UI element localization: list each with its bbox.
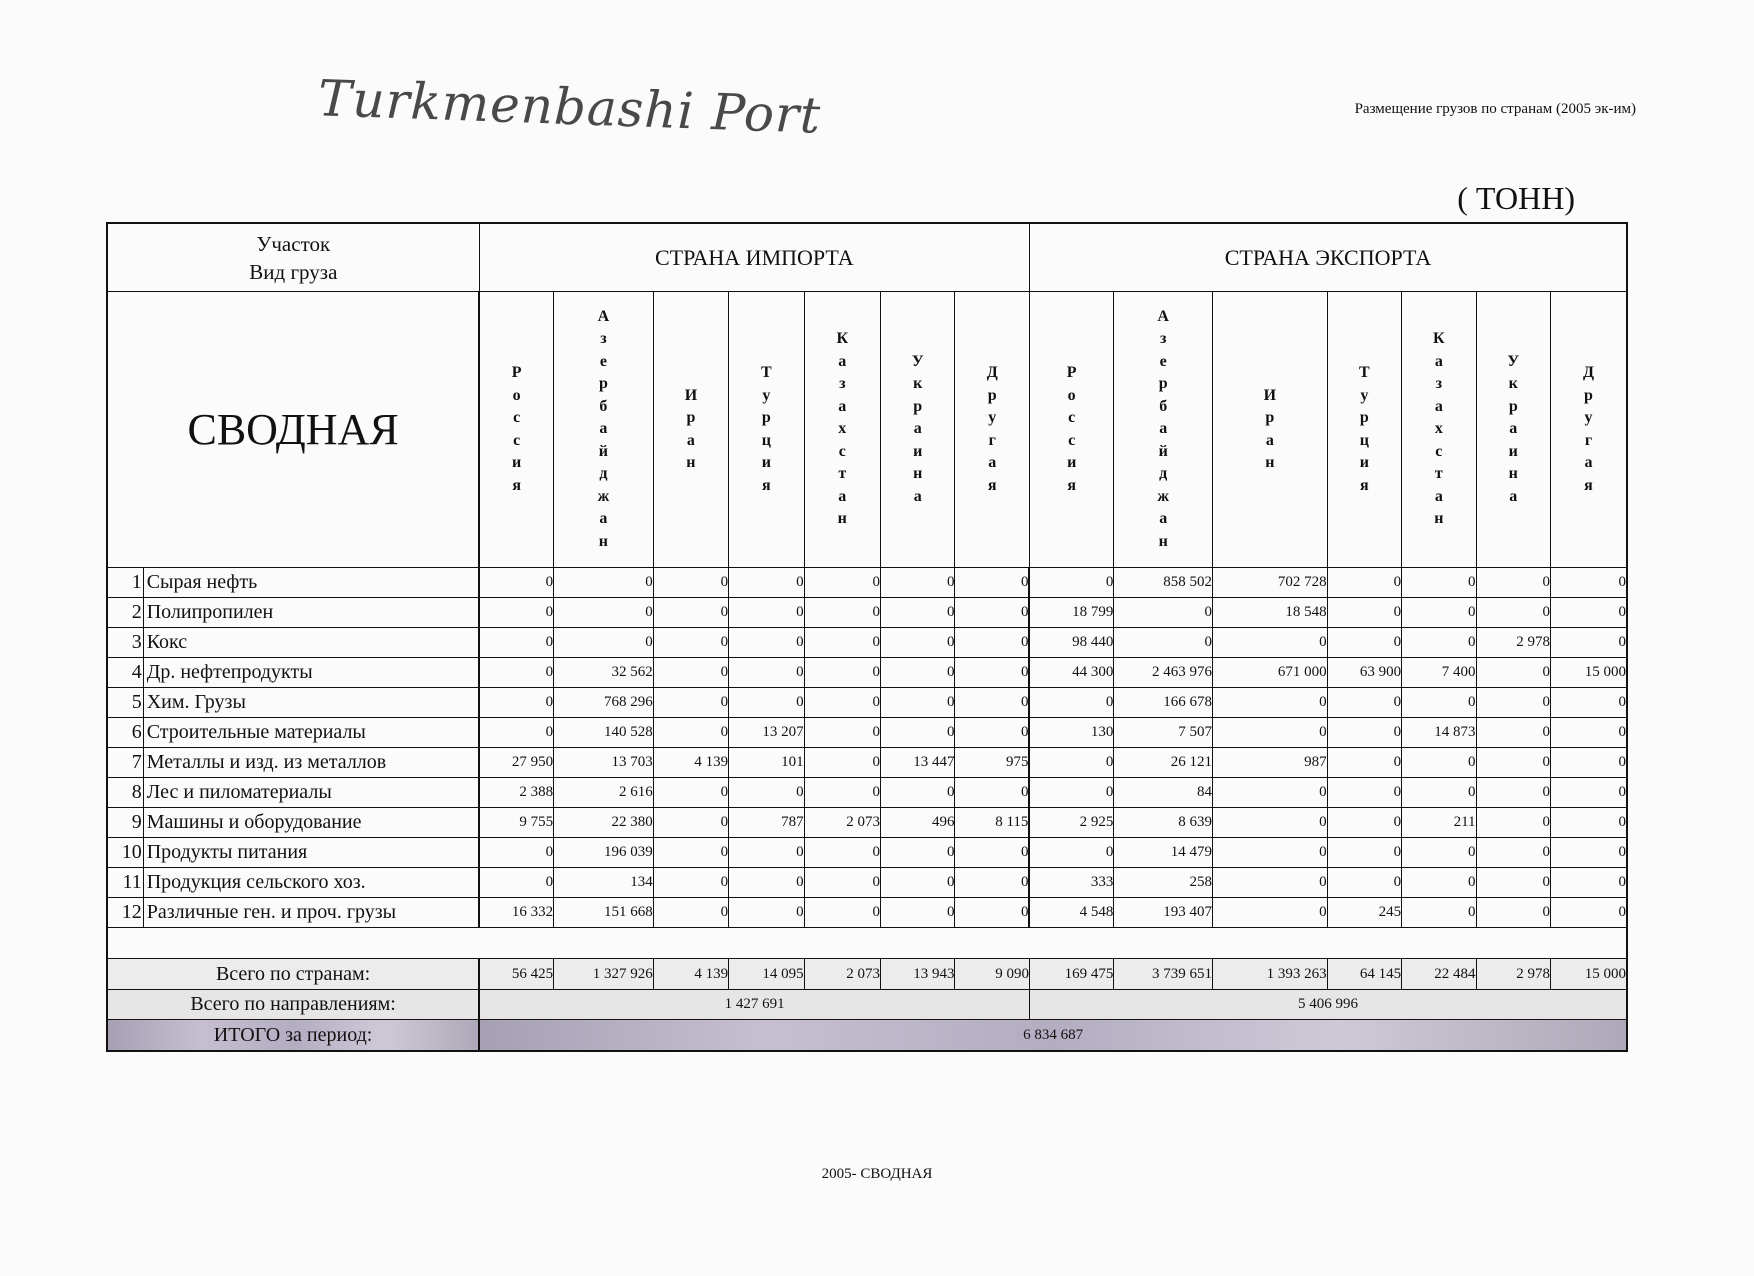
totals-by-direction-label: Всего по направлениям: (107, 990, 479, 1020)
cell-exp-6: 15 000 (1550, 658, 1627, 688)
cell-imp-0: 16 332 (479, 898, 553, 928)
cell-exp-3: 0 (1327, 838, 1401, 868)
cell-exp-5: 0 (1476, 658, 1550, 688)
country-header-imp-0 (479, 292, 553, 568)
cell-imp-1: 22 380 (554, 808, 654, 838)
cell-imp-3: 13 207 (729, 718, 804, 748)
cargo-name: Металлы и изд. из металлов (143, 748, 479, 778)
cell-imp-6: 0 (955, 658, 1029, 688)
grand-total-label: ИТОГО за период: (107, 1020, 479, 1052)
table-row (107, 598, 1627, 628)
cell-exp-5: 0 (1476, 898, 1550, 928)
cell-imp-5: 0 (881, 688, 955, 718)
cell-exp-2: 18 548 (1213, 598, 1328, 628)
cell-imp-2: 0 (653, 598, 728, 628)
table-row (107, 868, 1627, 898)
cell-imp-2: 0 (653, 658, 728, 688)
section-label-line1: Участок (256, 231, 331, 256)
cell-exp-4: 0 (1402, 598, 1476, 628)
total-imp-4: 2 073 (804, 959, 880, 990)
grand-total-value: 6 834 687 (479, 1020, 1627, 1052)
cell-exp-0: 2 925 (1029, 808, 1113, 838)
cell-exp-2: 702 728 (1213, 568, 1328, 598)
cell-exp-2: 0 (1213, 808, 1328, 838)
country-name: Р о с с и я (511, 364, 522, 494)
cell-imp-0: 0 (479, 718, 553, 748)
section-header (107, 223, 479, 292)
cell-imp-1: 13 703 (554, 748, 654, 778)
row-number: 9 (107, 808, 143, 838)
cell-imp-6: 0 (955, 898, 1029, 928)
totals-by-country-label: Всего по странам: (107, 959, 479, 990)
cell-imp-2: 0 (653, 838, 728, 868)
total-exp-5: 2 978 (1476, 959, 1550, 990)
cell-exp-1: 166 678 (1114, 688, 1213, 718)
country-name: И р а н (684, 386, 698, 471)
row-number: 12 (107, 898, 143, 928)
cell-imp-5: 0 (881, 718, 955, 748)
cell-imp-0: 0 (479, 838, 553, 868)
cargo-name: Др. нефтепродукты (143, 658, 479, 688)
cell-imp-4: 0 (804, 898, 880, 928)
total-exp-3: 64 145 (1327, 959, 1401, 990)
cargo-name: Строительные материалы (143, 718, 479, 748)
cell-imp-2: 0 (653, 718, 728, 748)
cell-imp-4: 0 (804, 628, 880, 658)
country-header-exp-5 (1476, 292, 1550, 568)
cell-imp-3: 0 (729, 688, 804, 718)
row-number: 8 (107, 778, 143, 808)
cell-exp-1: 0 (1114, 598, 1213, 628)
cell-exp-0: 4 548 (1029, 898, 1113, 928)
cell-imp-5: 0 (881, 658, 955, 688)
import-header: СТРАНА ИМПОРТА (479, 223, 1029, 292)
row-number: 11 (107, 868, 143, 898)
cell-imp-0: 27 950 (479, 748, 553, 778)
cell-exp-6: 0 (1550, 688, 1627, 718)
cell-exp-4: 0 (1402, 568, 1476, 598)
cell-exp-0: 0 (1029, 568, 1113, 598)
cell-exp-0: 0 (1029, 778, 1113, 808)
cell-imp-6: 0 (955, 868, 1029, 898)
cell-imp-1: 134 (554, 868, 654, 898)
cell-imp-4: 0 (804, 568, 880, 598)
cell-imp-4: 0 (804, 838, 880, 868)
total-imp-5: 13 943 (881, 959, 955, 990)
cell-exp-6: 0 (1550, 598, 1627, 628)
cell-exp-3: 0 (1327, 778, 1401, 808)
cell-exp-4: 0 (1402, 838, 1476, 868)
total-exp-4: 22 484 (1402, 959, 1476, 990)
cell-imp-5: 0 (881, 598, 955, 628)
cell-exp-5: 0 (1476, 688, 1550, 718)
cell-exp-1: 7 507 (1114, 718, 1213, 748)
import-direction-total: 1 427 691 (479, 990, 1029, 1020)
cell-imp-5: 0 (881, 568, 955, 598)
cell-exp-5: 0 (1476, 598, 1550, 628)
cell-exp-5: 0 (1476, 808, 1550, 838)
country-name: Т у р ц и я (761, 364, 772, 494)
row-number: 4 (107, 658, 143, 688)
cell-exp-3: 0 (1327, 568, 1401, 598)
table-row (107, 898, 1627, 928)
cell-exp-4: 0 (1402, 868, 1476, 898)
row-number: 2 (107, 598, 143, 628)
section-label-line2: Вид груза (249, 259, 338, 284)
document-title: Размещение грузов по странам (2005 эк-им) (1354, 101, 1636, 117)
country-name: А з е р б а й д ж а н (597, 307, 610, 550)
table-row (107, 808, 1627, 838)
cell-imp-6: 0 (955, 718, 1029, 748)
cell-exp-5: 0 (1476, 868, 1550, 898)
cell-exp-4: 14 873 (1402, 718, 1476, 748)
cell-exp-4: 0 (1402, 628, 1476, 658)
cell-exp-6: 0 (1550, 838, 1627, 868)
cell-imp-1: 151 668 (554, 898, 654, 928)
table-row (107, 838, 1627, 868)
cell-exp-0: 18 799 (1029, 598, 1113, 628)
total-exp-1: 3 739 651 (1114, 959, 1213, 990)
cell-imp-3: 0 (729, 628, 804, 658)
cell-imp-6: 0 (955, 628, 1029, 658)
cell-imp-3: 101 (729, 748, 804, 778)
total-exp-0: 169 475 (1029, 959, 1113, 990)
cargo-name: Различные ген. и проч. грузы (143, 898, 479, 928)
cell-imp-4: 2 073 (804, 808, 880, 838)
cell-exp-3: 0 (1327, 598, 1401, 628)
country-name: К а з а х с т а н (1433, 330, 1445, 528)
cell-exp-1: 258 (1114, 868, 1213, 898)
cell-exp-1: 26 121 (1114, 748, 1213, 778)
cell-exp-5: 2 978 (1476, 628, 1550, 658)
cell-exp-1: 0 (1114, 628, 1213, 658)
cell-imp-4: 0 (804, 658, 880, 688)
country-header-imp-6 (955, 292, 1029, 568)
country-header-exp-2 (1213, 292, 1328, 568)
total-imp-3: 14 095 (729, 959, 804, 990)
cell-imp-1: 0 (554, 568, 654, 598)
cell-imp-3: 0 (729, 658, 804, 688)
cell-exp-2: 987 (1213, 748, 1328, 778)
cell-imp-2: 0 (653, 868, 728, 898)
country-header-exp-0 (1029, 292, 1113, 568)
cell-imp-5: 496 (881, 808, 955, 838)
cell-exp-3: 63 900 (1327, 658, 1401, 688)
cell-exp-0: 98 440 (1029, 628, 1113, 658)
cell-exp-5: 0 (1476, 778, 1550, 808)
cell-exp-5: 0 (1476, 718, 1550, 748)
cargo-name: Продукция сельского хоз. (143, 868, 479, 898)
cell-imp-6: 0 (955, 778, 1029, 808)
cell-exp-3: 0 (1327, 808, 1401, 838)
country-name: И р а н (1263, 386, 1277, 471)
export-direction-total: 5 406 996 (1029, 990, 1627, 1020)
cell-exp-6: 0 (1550, 628, 1627, 658)
cell-imp-2: 4 139 (653, 748, 728, 778)
cell-exp-6: 0 (1550, 868, 1627, 898)
cell-imp-5: 13 447 (881, 748, 955, 778)
cell-exp-2: 0 (1213, 688, 1328, 718)
country-header-imp-4 (804, 292, 880, 568)
cell-exp-0: 0 (1029, 748, 1113, 778)
cell-imp-1: 768 296 (554, 688, 654, 718)
cell-exp-6: 0 (1550, 748, 1627, 778)
table-row (107, 568, 1627, 598)
cargo-name: Полипропилен (143, 598, 479, 628)
cell-imp-4: 0 (804, 868, 880, 898)
cell-exp-0: 130 (1029, 718, 1113, 748)
cell-imp-2: 0 (653, 808, 728, 838)
cell-exp-2: 0 (1213, 898, 1328, 928)
country-name: У к р а и н а (911, 352, 924, 505)
cell-exp-6: 0 (1550, 568, 1627, 598)
country-header-exp-1 (1114, 292, 1213, 568)
cell-imp-4: 0 (804, 778, 880, 808)
summary-table (106, 222, 1628, 1052)
handwritten-note: Turkmenbashi Port (317, 69, 823, 145)
table-row (107, 718, 1627, 748)
cell-imp-6: 0 (955, 568, 1029, 598)
table-row (107, 748, 1627, 778)
cell-exp-3: 0 (1327, 628, 1401, 658)
cell-imp-1: 140 528 (554, 718, 654, 748)
cell-imp-0: 0 (479, 688, 553, 718)
cell-exp-4: 0 (1402, 778, 1476, 808)
cell-exp-2: 0 (1213, 718, 1328, 748)
cell-imp-5: 0 (881, 868, 955, 898)
cell-exp-3: 0 (1327, 868, 1401, 898)
summary-title: СВОДНАЯ (107, 292, 479, 568)
cell-imp-4: 0 (804, 598, 880, 628)
table-row (107, 628, 1627, 658)
cell-imp-1: 32 562 (554, 658, 654, 688)
spacer-row (107, 928, 1627, 959)
cell-imp-4: 0 (804, 748, 880, 778)
cell-exp-3: 0 (1327, 718, 1401, 748)
country-header-exp-6 (1550, 292, 1627, 568)
cell-imp-3: 0 (729, 868, 804, 898)
cell-imp-2: 0 (653, 628, 728, 658)
page-footer: 2005- СВОДНАЯ (821, 1166, 933, 1182)
table-row (107, 778, 1627, 808)
cell-imp-2: 0 (653, 688, 728, 718)
cell-exp-1: 84 (1114, 778, 1213, 808)
cell-imp-0: 0 (479, 628, 553, 658)
cell-exp-1: 193 407 (1114, 898, 1213, 928)
cell-imp-0: 0 (479, 598, 553, 628)
row-number: 5 (107, 688, 143, 718)
cell-imp-1: 2 616 (554, 778, 654, 808)
cargo-name: Кокс (143, 628, 479, 658)
total-imp-2: 4 139 (653, 959, 728, 990)
cell-imp-1: 196 039 (554, 838, 654, 868)
cell-exp-1: 858 502 (1114, 568, 1213, 598)
table-row (107, 688, 1627, 718)
cell-exp-2: 0 (1213, 778, 1328, 808)
cell-exp-3: 0 (1327, 748, 1401, 778)
country-header-exp-3 (1327, 292, 1401, 568)
country-name: Р о с с и я (1066, 364, 1077, 494)
cell-exp-2: 0 (1213, 868, 1328, 898)
cell-exp-4: 211 (1402, 808, 1476, 838)
cell-exp-3: 0 (1327, 688, 1401, 718)
country-name: А з е р б а й д ж а н (1157, 307, 1170, 550)
cell-imp-2: 0 (653, 778, 728, 808)
cargo-name: Сырая нефть (143, 568, 479, 598)
total-exp-6: 15 000 (1550, 959, 1627, 990)
cell-imp-5: 0 (881, 628, 955, 658)
cell-imp-3: 0 (729, 838, 804, 868)
country-name: Д р у г а я (986, 364, 998, 494)
cargo-name: Хим. Грузы (143, 688, 479, 718)
cell-exp-6: 0 (1550, 898, 1627, 928)
total-imp-0: 56 425 (479, 959, 553, 990)
country-header-exp-4 (1402, 292, 1476, 568)
cell-exp-1: 14 479 (1114, 838, 1213, 868)
cell-imp-0: 9 755 (479, 808, 553, 838)
cell-exp-4: 7 400 (1402, 658, 1476, 688)
country-name: Д р у г а я (1582, 364, 1594, 494)
country-header-imp-5 (881, 292, 955, 568)
cargo-name: Машины и оборудование (143, 808, 479, 838)
cell-exp-3: 245 (1327, 898, 1401, 928)
cargo-name: Лес и пиломатериалы (143, 778, 479, 808)
cell-exp-6: 0 (1550, 778, 1627, 808)
cell-imp-0: 0 (479, 868, 553, 898)
cell-imp-0: 0 (479, 568, 553, 598)
cell-imp-6: 0 (955, 838, 1029, 868)
row-number: 6 (107, 718, 143, 748)
table-row (107, 658, 1627, 688)
cell-exp-0: 44 300 (1029, 658, 1113, 688)
cell-imp-3: 0 (729, 598, 804, 628)
country-header-imp-3 (729, 292, 804, 568)
cell-exp-0: 333 (1029, 868, 1113, 898)
row-number: 3 (107, 628, 143, 658)
cell-exp-6: 0 (1550, 718, 1627, 748)
cell-exp-1: 2 463 976 (1114, 658, 1213, 688)
export-header: СТРАНА ЭКСПОРТА (1029, 223, 1627, 292)
cell-exp-2: 0 (1213, 628, 1328, 658)
unit-label: ( ТОНН) (1457, 180, 1575, 216)
cell-imp-3: 0 (729, 778, 804, 808)
cell-imp-2: 0 (653, 568, 728, 598)
cell-imp-5: 0 (881, 778, 955, 808)
cell-imp-6: 0 (955, 688, 1029, 718)
cell-imp-3: 0 (729, 568, 804, 598)
row-number: 1 (107, 568, 143, 598)
country-name: К а з а х с т а н (836, 330, 849, 528)
country-name: У к р а и н а (1507, 352, 1520, 505)
cargo-name: Продукты питания (143, 838, 479, 868)
cell-imp-5: 0 (881, 898, 955, 928)
total-imp-6: 9 090 (955, 959, 1029, 990)
cell-exp-5: 0 (1476, 748, 1550, 778)
row-number: 10 (107, 838, 143, 868)
total-imp-1: 1 327 926 (554, 959, 654, 990)
cell-imp-3: 787 (729, 808, 804, 838)
cell-exp-4: 0 (1402, 898, 1476, 928)
cell-exp-2: 0 (1213, 838, 1328, 868)
cell-exp-4: 0 (1402, 688, 1476, 718)
total-exp-2: 1 393 263 (1213, 959, 1328, 990)
cell-imp-2: 0 (653, 898, 728, 928)
cell-imp-5: 0 (881, 838, 955, 868)
cell-exp-5: 0 (1476, 568, 1550, 598)
cell-exp-5: 0 (1476, 838, 1550, 868)
cell-exp-6: 0 (1550, 808, 1627, 838)
cell-imp-1: 0 (554, 628, 654, 658)
country-header-imp-2 (653, 292, 728, 568)
country-header-imp-1 (554, 292, 654, 568)
cell-imp-0: 2 388 (479, 778, 553, 808)
country-name: Т у р ц и я (1359, 364, 1370, 494)
cell-imp-0: 0 (479, 658, 553, 688)
row-number: 7 (107, 748, 143, 778)
cell-imp-1: 0 (554, 598, 654, 628)
cell-exp-2: 671 000 (1213, 658, 1328, 688)
cell-exp-0: 0 (1029, 838, 1113, 868)
cell-exp-0: 0 (1029, 688, 1113, 718)
cell-imp-4: 0 (804, 688, 880, 718)
cell-exp-1: 8 639 (1114, 808, 1213, 838)
cell-imp-3: 0 (729, 898, 804, 928)
cell-imp-4: 0 (804, 718, 880, 748)
cell-exp-4: 0 (1402, 748, 1476, 778)
cell-imp-6: 8 115 (955, 808, 1029, 838)
cell-imp-6: 0 (955, 598, 1029, 628)
cell-imp-6: 975 (955, 748, 1029, 778)
